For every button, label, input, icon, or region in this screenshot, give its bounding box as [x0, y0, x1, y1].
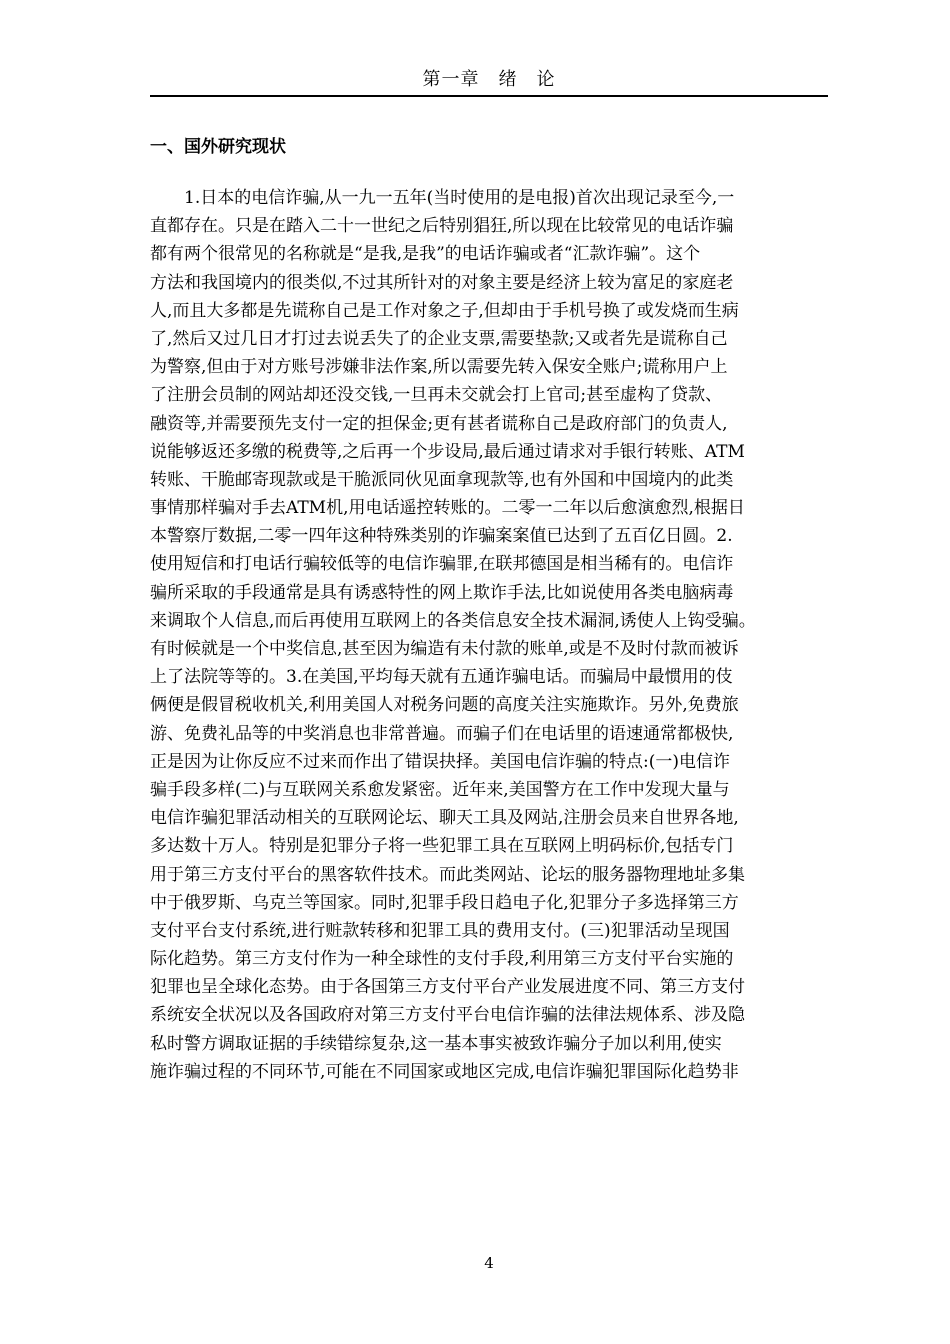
- text-line: 了注册会员制的网站却还没交钱,一旦再未交就会打上官司;甚至虚构了贷款、: [150, 385, 723, 406]
- page-number: 4: [484, 1254, 494, 1272]
- text-line: 都有两个很常见的名称就是“是我,是我”的电话诈骗或者“汇款诈骗”。这个: [150, 244, 701, 265]
- text-line: 多达数十万人。特别是犯罪分子将一些犯罪工具在互联网上明码标价,包括专门: [150, 836, 734, 857]
- text-line: 来调取个人信息,而后再使用互联网上的各类信息安全技术漏洞,诱使人上钩受骗。: [150, 610, 756, 631]
- text-line: 骗手段多样(二)与互联网关系愈发紧密。近年来,美国警方在工作中发现大量与: [150, 779, 730, 800]
- text-line: 方法和我国境内的很类似,不过其所针对的对象主要是经济上较为富足的家庭老: [150, 272, 734, 293]
- body-paragraph: [150, 184, 828, 1086]
- text-line: 用于第三方支付平台的黑客软件技术。而此类网站、论坛的服务器物理地址多集: [150, 864, 745, 885]
- text-line: 际化趋势。第三方支付作为一种全球性的支付手段,利用第三方支付平台实施的: [150, 949, 734, 970]
- text-line: 事情那样骗对手去ATM机,用电话遥控转账的。二零一二年以后愈演愈烈,根据日: [150, 498, 745, 519]
- text-line: 游、免费礼品等的中奖消息也非常普遍。而骗子们在电话里的语速通常都极快,: [150, 723, 734, 744]
- text-line: 直都存在。只是在踏入二十一世纪之后特别猖狂,所以现在比较常见的电话诈骗: [150, 216, 734, 237]
- header-rule: [150, 95, 828, 97]
- text-line: 说能够返还多缴的税费等,之后再一个步设局,最后通过请求对手银行转账、ATM: [150, 441, 745, 462]
- text-line: 私时警方调取证据的手续错综复杂,这一基本事实被致诈骗分子加以利用,使实: [150, 1033, 722, 1054]
- text-line: 施诈骗过程的不同环节,可能在不同国家或地区完成,电信诈骗犯罪国际化趋势非: [150, 1061, 739, 1082]
- text-line: 中于俄罗斯、乌克兰等国家。同时,犯罪手段日趋电子化,犯罪分子多选择第三方: [150, 892, 739, 913]
- text-line: 正是因为让你反应不过来而作出了错误抉择。美国电信诈骗的特点:(一)电信诈: [150, 751, 730, 772]
- text-line: 人,而且大多都是先谎称自己是工作对象之子,但却由于手机号换了或发烧而生病: [150, 300, 739, 321]
- text-line: 支付平台支付系统,进行赃款转移和犯罪工具的费用支付。(三)犯罪活动呈现国: [150, 920, 730, 941]
- text-line: 电信诈骗犯罪活动相关的互联网论坛、聊天工具及网站,注册会员来自世界各地,: [150, 808, 739, 829]
- text-line: 本警察厅数据,二零一四年这种特殊类别的诈骗案案值已达到了五百亿日圆。2.: [150, 526, 733, 547]
- text-line: 俩便是假冒税收机关,利用美国人对税务问题的高度关注实施欺诈。另外,免费旅: [150, 695, 739, 716]
- section-heading: 一、国外研究现状: [150, 137, 286, 157]
- text-line: 犯罪也呈全球化态势。由于各国第三方支付平台产业发展进度不同、第三方支付: [150, 977, 745, 998]
- text-line: 上了法院等等的。3.在美国,平均每天就有五通诈骗电话。而骗局中最惯用的伎: [150, 667, 733, 688]
- text-line: 使用短信和打电话行骗较低等的电信诈骗罪,在联邦德国是相当稀有的。电信诈: [150, 554, 734, 575]
- running-header: 第一章 绪 论: [422, 69, 556, 90]
- text-line: 转账、干脆邮寄现款或是干脆派同伙见面拿现款等,也有外国和中国境内的此类: [150, 469, 734, 490]
- text-line: 为警察,但由于对方账号涉嫌非法作案,所以需要先转入保安全账户;谎称用户上: [150, 357, 728, 378]
- text-line: 了,然后又过几日才打过去说丢失了的企业支票,需要垫款;又或者先是谎称自己: [150, 328, 728, 349]
- text-line: 有时候就是一个中奖信息,甚至因为编造有未付款的账单,或是不及时付款而被诉: [150, 639, 739, 659]
- text-line: 系统安全状况以及各国政府对第三方支付平台电信诈骗的法律法规体系、涉及隐: [150, 1005, 745, 1026]
- text-line: 骗所采取的手段通常是具有诱惑特性的网上欺诈手法,比如说使用各类电脑病毒: [150, 582, 734, 603]
- text-line: 融资等,并需要预先支付一定的担保金;更有甚者谎称自己是政府部门的负责人,: [150, 413, 728, 434]
- text-line: 1.日本的电信诈骗,从一九一五年(当时使用的是电报)首次出现记录至今,一: [150, 188, 735, 208]
